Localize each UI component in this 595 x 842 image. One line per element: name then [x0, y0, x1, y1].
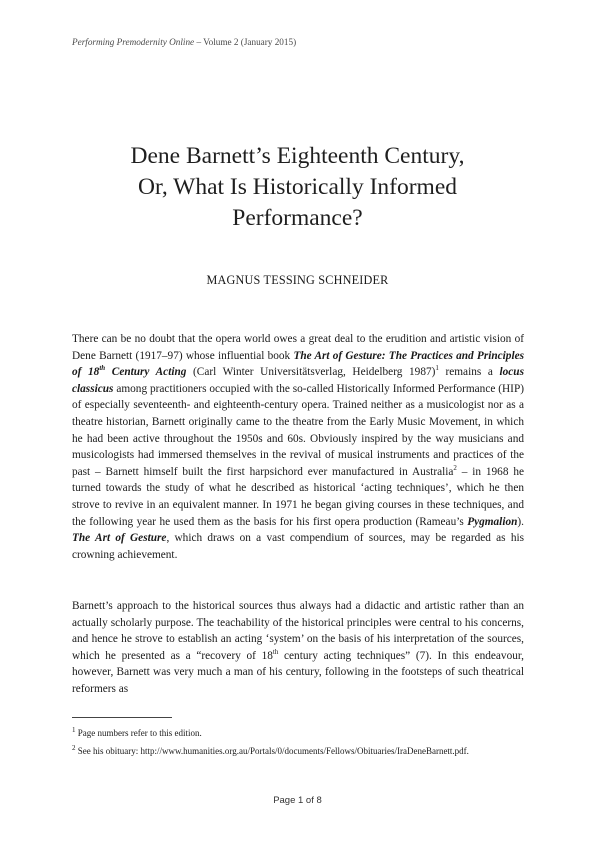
- title-line-2: Or, What Is Historically Informed: [137, 174, 458, 200]
- footnote-number: 1: [72, 726, 76, 734]
- footnote-2: [72, 745, 524, 757]
- footnote-divider: [72, 717, 172, 718]
- page-number: Page 1 of 8: [273, 795, 322, 806]
- journal-issue: – Volume 2 (January 2015): [194, 37, 297, 47]
- text-run: remains a: [438, 366, 500, 379]
- text-run: ).: [517, 515, 524, 528]
- text-run: – in 1968 he turned towards the study of what he described as historical ‘acting techniques’, which he then strove to revive in an equivalent manner. In 1971 he began giving courses in these techniques, and the following year he used them as the basis for his first opera production (Rameau’s: [72, 465, 524, 528]
- footnote-text-link[interactable]: See his obituary: http://www.humanities.org.au/Portals/0/documents/Fellows/Obituaries/IraDeneBarnett.pdf.: [75, 746, 469, 756]
- footnote-1: [72, 727, 524, 739]
- book-title-end: Century Acting: [105, 366, 187, 379]
- running-head: [72, 37, 296, 47]
- journal-name: Performing Premodernity Online: [72, 37, 195, 47]
- author-name: MAGNUS TESSING SCHNEIDER: [206, 273, 389, 287]
- footnote-text: Page numbers refer to this edition.: [75, 728, 202, 738]
- paragraph-2: [72, 598, 524, 698]
- superscript: th: [99, 364, 106, 373]
- text-run: There can be no doubt that the opera world owes a great deal to the erudition and artistic vision of Dene Barnett (1917–97) whose influential book: [72, 333, 524, 362]
- title-line-1: Dene Barnett’s Eighteenth Century,: [130, 143, 465, 169]
- article-title: [60, 141, 535, 234]
- text-run: Barnett’s approach to the historical sources thus always had a didactic and artistic rather than an actually scholarly purpose. The teachability of the historical principles were central to his concerns, and hence he strove to establish an acting ‘system’ on the basis of his interpretation of the sources, which he presented as a “recovery of 18: [72, 600, 524, 662]
- footnote-ref-2[interactable]: 2: [453, 463, 457, 472]
- superscript: th: [272, 648, 279, 657]
- work-title-pygmalion: Pygmalion: [467, 515, 518, 528]
- paragraph-1: [72, 331, 524, 563]
- text-run: (Carl Winter Universitätsverlag, Heidelberg 1987): [186, 366, 436, 379]
- work-title-art-of-gesture: The Art of Gesture: [72, 532, 167, 545]
- footnote-number: 2: [72, 744, 76, 752]
- text-run: among practitioners occupied with the so-called Historically Informed Performance (HIP) of especially seventeenth- and eighteenth-century opera. Trained neither as a musicologist nor as a theatre historian, Barnett originally came to the theatre from the Early Music Movement, in which he had been active throughout the 1950s and 60s. Obviously inspired by the way musicians and musicologists had immersed themselves in the revival of musical instruments and practices of the past – Barnett himself built the first harpsichord ever manufactured in Australia: [72, 382, 524, 478]
- text-run: , which draws on a vast compendium of sources, may be regarded as his crowning achievement.: [72, 532, 524, 561]
- text-run: century acting techniques” (7). In this endeavour, however, Barnett was very much a man of his century, following in the footsteps of such theatrical reformers as: [72, 649, 524, 695]
- title-line-3: Performance?: [232, 205, 363, 231]
- book-title-text: The Art of Gesture: The Practices and Principles of 18: [72, 349, 524, 379]
- footnote-ref-1[interactable]: 1: [435, 364, 439, 373]
- emphasis-locus-classicus: locus classicus: [72, 366, 524, 395]
